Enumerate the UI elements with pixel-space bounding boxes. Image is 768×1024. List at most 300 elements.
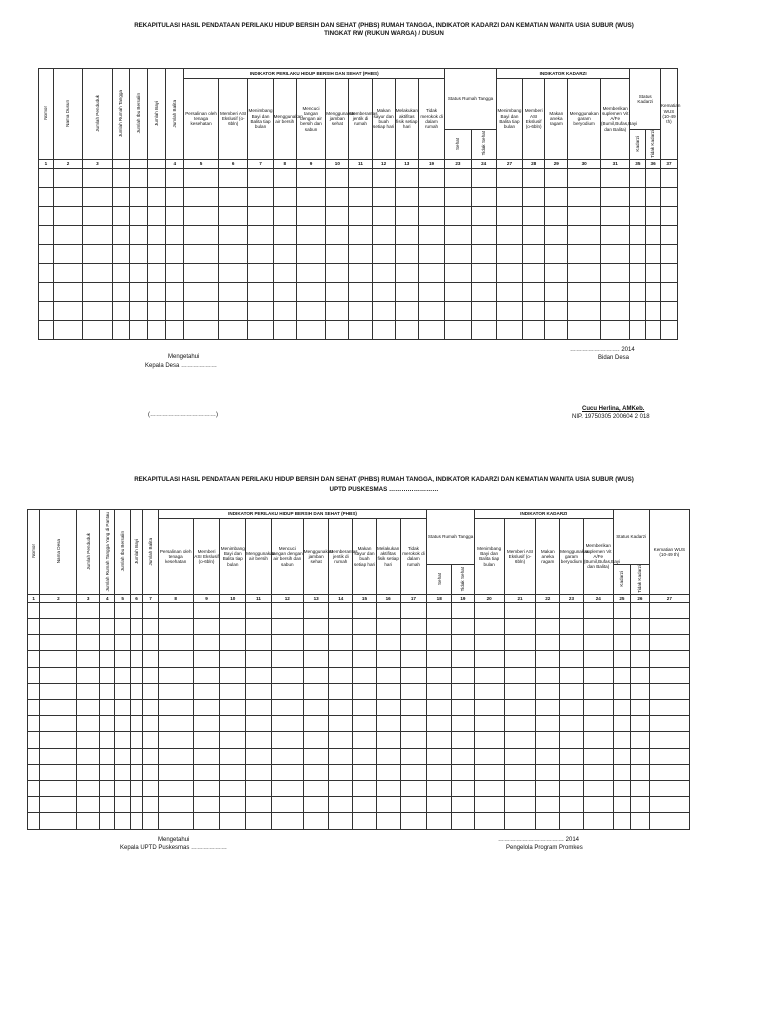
table-cell[interactable]	[77, 667, 100, 683]
table-cell[interactable]	[536, 602, 560, 618]
table-cell[interactable]	[568, 320, 601, 339]
table-cell[interactable]	[372, 168, 395, 187]
table-cell[interactable]	[631, 602, 650, 618]
table-cell[interactable]	[130, 716, 142, 732]
table-cell[interactable]	[115, 748, 130, 764]
table-cell[interactable]	[83, 282, 112, 301]
table-cell[interactable]	[303, 748, 329, 764]
table-cell[interactable]	[143, 683, 158, 699]
table-cell[interactable]	[273, 187, 296, 206]
table-cell[interactable]	[400, 667, 427, 683]
table-cell[interactable]	[646, 225, 661, 244]
table-cell[interactable]	[568, 282, 601, 301]
table-cell[interactable]	[246, 780, 272, 796]
table-cell[interactable]	[630, 263, 646, 282]
table-cell[interactable]	[536, 764, 560, 780]
table-cell[interactable]	[296, 244, 325, 263]
table-cell[interactable]	[193, 732, 220, 748]
table-cell[interactable]	[631, 635, 650, 651]
table-cell[interactable]	[395, 244, 418, 263]
table-cell[interactable]	[184, 282, 219, 301]
table-cell[interactable]	[77, 683, 100, 699]
table-cell[interactable]	[452, 602, 475, 618]
table-cell[interactable]	[100, 683, 115, 699]
table-cell[interactable]	[496, 263, 522, 282]
table-cell[interactable]	[536, 635, 560, 651]
table-cell[interactable]	[100, 732, 115, 748]
table-cell[interactable]	[40, 700, 77, 716]
table-cell[interactable]	[445, 320, 471, 339]
table-cell[interactable]	[326, 301, 349, 320]
table-cell[interactable]	[112, 301, 129, 320]
table-cell[interactable]	[39, 225, 54, 244]
table-cell[interactable]	[583, 635, 613, 651]
table-cell[interactable]	[583, 797, 613, 813]
table-cell[interactable]	[166, 168, 184, 187]
table-cell[interactable]	[115, 780, 130, 796]
table-cell[interactable]	[296, 206, 325, 225]
table-cell[interactable]	[583, 748, 613, 764]
table-cell[interactable]	[115, 797, 130, 813]
table-cell[interactable]	[418, 225, 444, 244]
table-cell[interactable]	[649, 667, 689, 683]
table-cell[interactable]	[660, 282, 677, 301]
table-cell[interactable]	[100, 635, 115, 651]
table-cell[interactable]	[115, 683, 130, 699]
table-cell[interactable]	[193, 635, 220, 651]
table-cell[interactable]	[452, 813, 475, 829]
table-cell[interactable]	[452, 667, 475, 683]
table-cell[interactable]	[158, 716, 193, 732]
table-cell[interactable]	[445, 206, 471, 225]
table-cell[interactable]	[523, 282, 545, 301]
table-cell[interactable]	[427, 602, 452, 618]
table-cell[interactable]	[504, 651, 536, 667]
table-cell[interactable]	[536, 683, 560, 699]
table-cell[interactable]	[220, 764, 246, 780]
table-cell[interactable]	[418, 282, 444, 301]
table-cell[interactable]	[148, 206, 166, 225]
table-cell[interactable]	[303, 651, 329, 667]
table-cell[interactable]	[40, 813, 77, 829]
table-cell[interactable]	[100, 716, 115, 732]
table-cell[interactable]	[630, 225, 646, 244]
table-cell[interactable]	[649, 635, 689, 651]
table-cell[interactable]	[39, 320, 54, 339]
table-cell[interactable]	[583, 764, 613, 780]
table-cell[interactable]	[372, 282, 395, 301]
table-cell[interactable]	[271, 780, 303, 796]
table-cell[interactable]	[329, 813, 353, 829]
table-cell[interactable]	[452, 780, 475, 796]
table-cell[interactable]	[613, 667, 630, 683]
table-cell[interactable]	[600, 187, 629, 206]
table-cell[interactable]	[218, 301, 247, 320]
table-cell[interactable]	[400, 700, 427, 716]
table-cell[interactable]	[427, 797, 452, 813]
table-cell[interactable]	[143, 619, 158, 635]
table-cell[interactable]	[471, 225, 496, 244]
table-cell[interactable]	[452, 797, 475, 813]
table-cell[interactable]	[613, 619, 630, 635]
table-cell[interactable]	[600, 263, 629, 282]
table-cell[interactable]	[130, 635, 142, 651]
table-cell[interactable]	[646, 244, 661, 263]
table-cell[interactable]	[158, 667, 193, 683]
table-cell[interactable]	[130, 651, 142, 667]
table-cell[interactable]	[353, 683, 377, 699]
table-cell[interactable]	[329, 748, 353, 764]
table-cell[interactable]	[248, 320, 273, 339]
table-cell[interactable]	[471, 244, 496, 263]
table-cell[interactable]	[271, 700, 303, 716]
table-cell[interactable]	[400, 732, 427, 748]
table-cell[interactable]	[349, 206, 372, 225]
table-cell[interactable]	[504, 667, 536, 683]
table-cell[interactable]	[474, 635, 504, 651]
table-cell[interactable]	[630, 187, 646, 206]
table-cell[interactable]	[427, 651, 452, 667]
table-cell[interactable]	[53, 263, 82, 282]
table-cell[interactable]	[166, 282, 184, 301]
table-cell[interactable]	[28, 602, 40, 618]
table-cell[interactable]	[193, 602, 220, 618]
table-cell[interactable]	[40, 764, 77, 780]
table-cell[interactable]	[246, 813, 272, 829]
table-cell[interactable]	[600, 206, 629, 225]
table-cell[interactable]	[129, 225, 148, 244]
table-cell[interactable]	[329, 619, 353, 635]
table-cell[interactable]	[296, 301, 325, 320]
table-cell[interactable]	[504, 813, 536, 829]
table-cell[interactable]	[523, 263, 545, 282]
table-cell[interactable]	[77, 716, 100, 732]
table-cell[interactable]	[303, 667, 329, 683]
table-cell[interactable]	[158, 651, 193, 667]
table-cell[interactable]	[193, 651, 220, 667]
table-cell[interactable]	[166, 320, 184, 339]
table-cell[interactable]	[649, 683, 689, 699]
table-cell[interactable]	[568, 301, 601, 320]
table-cell[interactable]	[143, 748, 158, 764]
table-cell[interactable]	[193, 619, 220, 635]
table-cell[interactable]	[271, 651, 303, 667]
table-cell[interactable]	[273, 282, 296, 301]
table-cell[interactable]	[376, 780, 400, 796]
table-cell[interactable]	[418, 244, 444, 263]
table-cell[interactable]	[115, 700, 130, 716]
table-cell[interactable]	[112, 225, 129, 244]
table-cell[interactable]	[376, 732, 400, 748]
table-cell[interactable]	[100, 813, 115, 829]
table-cell[interactable]	[77, 764, 100, 780]
table-cell[interactable]	[560, 780, 584, 796]
table-cell[interactable]	[271, 748, 303, 764]
table-cell[interactable]	[536, 813, 560, 829]
table-cell[interactable]	[271, 667, 303, 683]
table-cell[interactable]	[613, 700, 630, 716]
table-cell[interactable]	[129, 263, 148, 282]
table-cell[interactable]	[273, 301, 296, 320]
table-cell[interactable]	[271, 764, 303, 780]
table-cell[interactable]	[376, 700, 400, 716]
table-cell[interactable]	[583, 651, 613, 667]
table-cell[interactable]	[271, 683, 303, 699]
table-cell[interactable]	[400, 651, 427, 667]
table-cell[interactable]	[452, 651, 475, 667]
table-cell[interactable]	[326, 320, 349, 339]
table-cell[interactable]	[129, 301, 148, 320]
table-cell[interactable]	[649, 716, 689, 732]
table-cell[interactable]	[600, 301, 629, 320]
table-cell[interactable]	[40, 602, 77, 618]
table-cell[interactable]	[296, 282, 325, 301]
table-cell[interactable]	[349, 320, 372, 339]
table-cell[interactable]	[418, 301, 444, 320]
table-cell[interactable]	[523, 320, 545, 339]
table-cell[interactable]	[560, 813, 584, 829]
table-cell[interactable]	[158, 748, 193, 764]
table-cell[interactable]	[523, 187, 545, 206]
table-cell[interactable]	[568, 187, 601, 206]
table-cell[interactable]	[445, 187, 471, 206]
table-cell[interactable]	[115, 619, 130, 635]
table-cell[interactable]	[326, 282, 349, 301]
table-cell[interactable]	[130, 667, 142, 683]
table-cell[interactable]	[660, 263, 677, 282]
table-cell[interactable]	[53, 187, 82, 206]
table-cell[interactable]	[471, 206, 496, 225]
table-cell[interactable]	[184, 301, 219, 320]
table-cell[interactable]	[504, 764, 536, 780]
table-cell[interactable]	[613, 732, 630, 748]
table-cell[interactable]	[77, 619, 100, 635]
table-cell[interactable]	[100, 780, 115, 796]
table-cell[interactable]	[193, 667, 220, 683]
table-cell[interactable]	[631, 780, 650, 796]
table-cell[interactable]	[353, 748, 377, 764]
table-cell[interactable]	[631, 797, 650, 813]
table-cell[interactable]	[560, 602, 584, 618]
table-cell[interactable]	[143, 732, 158, 748]
table-cell[interactable]	[271, 602, 303, 618]
table-cell[interactable]	[112, 187, 129, 206]
table-cell[interactable]	[166, 187, 184, 206]
table-cell[interactable]	[395, 301, 418, 320]
table-cell[interactable]	[545, 206, 568, 225]
table-cell[interactable]	[112, 282, 129, 301]
table-cell[interactable]	[372, 187, 395, 206]
table-cell[interactable]	[218, 187, 247, 206]
table-cell[interactable]	[445, 168, 471, 187]
table-cell[interactable]	[148, 282, 166, 301]
table-cell[interactable]	[474, 651, 504, 667]
table-cell[interactable]	[613, 716, 630, 732]
table-cell[interactable]	[560, 732, 584, 748]
table-cell[interactable]	[504, 602, 536, 618]
table-cell[interactable]	[184, 225, 219, 244]
table-cell[interactable]	[39, 263, 54, 282]
table-cell[interactable]	[496, 206, 522, 225]
table-cell[interactable]	[349, 225, 372, 244]
table-cell[interactable]	[376, 651, 400, 667]
table-cell[interactable]	[28, 813, 40, 829]
table-cell[interactable]	[303, 700, 329, 716]
table-cell[interactable]	[474, 602, 504, 618]
table-cell[interactable]	[400, 813, 427, 829]
table-cell[interactable]	[560, 797, 584, 813]
table-cell[interactable]	[28, 732, 40, 748]
table-cell[interactable]	[568, 244, 601, 263]
table-cell[interactable]	[220, 732, 246, 748]
table-cell[interactable]	[303, 797, 329, 813]
table-cell[interactable]	[613, 748, 630, 764]
table-cell[interactable]	[326, 263, 349, 282]
table-cell[interactable]	[504, 700, 536, 716]
table-cell[interactable]	[40, 780, 77, 796]
table-cell[interactable]	[560, 700, 584, 716]
table-cell[interactable]	[329, 667, 353, 683]
table-cell[interactable]	[536, 716, 560, 732]
table-cell[interactable]	[372, 263, 395, 282]
table-cell[interactable]	[296, 263, 325, 282]
table-cell[interactable]	[28, 780, 40, 796]
table-cell[interactable]	[353, 602, 377, 618]
table-cell[interactable]	[474, 667, 504, 683]
table-cell[interactable]	[568, 263, 601, 282]
table-cell[interactable]	[193, 780, 220, 796]
table-cell[interactable]	[220, 619, 246, 635]
table-cell[interactable]	[545, 168, 568, 187]
table-cell[interactable]	[372, 206, 395, 225]
table-cell[interactable]	[583, 716, 613, 732]
table-cell[interactable]	[660, 301, 677, 320]
table-cell[interactable]	[296, 225, 325, 244]
table-cell[interactable]	[471, 187, 496, 206]
table-cell[interactable]	[474, 683, 504, 699]
table-cell[interactable]	[148, 187, 166, 206]
table-cell[interactable]	[427, 748, 452, 764]
table-cell[interactable]	[115, 764, 130, 780]
table-cell[interactable]	[583, 619, 613, 635]
table-cell[interactable]	[395, 168, 418, 187]
table-cell[interactable]	[40, 667, 77, 683]
table-cell[interactable]	[646, 168, 661, 187]
table-cell[interactable]	[536, 732, 560, 748]
table-cell[interactable]	[427, 700, 452, 716]
table-cell[interactable]	[100, 619, 115, 635]
table-cell[interactable]	[400, 683, 427, 699]
table-cell[interactable]	[39, 168, 54, 187]
table-cell[interactable]	[246, 764, 272, 780]
table-cell[interactable]	[130, 619, 142, 635]
table-cell[interactable]	[326, 168, 349, 187]
table-cell[interactable]	[184, 244, 219, 263]
table-cell[interactable]	[445, 244, 471, 263]
table-cell[interactable]	[452, 635, 475, 651]
table-cell[interactable]	[303, 635, 329, 651]
table-cell[interactable]	[400, 764, 427, 780]
table-cell[interactable]	[395, 320, 418, 339]
table-cell[interactable]	[504, 635, 536, 651]
table-cell[interactable]	[148, 225, 166, 244]
table-cell[interactable]	[630, 282, 646, 301]
table-cell[interactable]	[329, 683, 353, 699]
table-cell[interactable]	[504, 716, 536, 732]
table-cell[interactable]	[100, 764, 115, 780]
table-cell[interactable]	[395, 225, 418, 244]
table-cell[interactable]	[53, 206, 82, 225]
table-cell[interactable]	[646, 187, 661, 206]
table-cell[interactable]	[130, 683, 142, 699]
table-cell[interactable]	[143, 651, 158, 667]
table-cell[interactable]	[28, 619, 40, 635]
table-cell[interactable]	[583, 813, 613, 829]
table-cell[interactable]	[130, 797, 142, 813]
table-cell[interactable]	[560, 667, 584, 683]
table-cell[interactable]	[148, 320, 166, 339]
table-cell[interactable]	[273, 320, 296, 339]
table-cell[interactable]	[28, 764, 40, 780]
table-cell[interactable]	[471, 301, 496, 320]
table-cell[interactable]	[193, 716, 220, 732]
table-cell[interactable]	[248, 187, 273, 206]
table-cell[interactable]	[649, 619, 689, 635]
table-cell[interactable]	[100, 667, 115, 683]
table-cell[interactable]	[418, 206, 444, 225]
table-cell[interactable]	[220, 716, 246, 732]
table-cell[interactable]	[452, 716, 475, 732]
table-cell[interactable]	[613, 602, 630, 618]
table-cell[interactable]	[474, 619, 504, 635]
table-cell[interactable]	[326, 206, 349, 225]
table-cell[interactable]	[158, 813, 193, 829]
table-cell[interactable]	[130, 602, 142, 618]
table-cell[interactable]	[471, 282, 496, 301]
table-cell[interactable]	[452, 764, 475, 780]
table-cell[interactable]	[649, 700, 689, 716]
table-cell[interactable]	[452, 700, 475, 716]
table-cell[interactable]	[427, 764, 452, 780]
table-cell[interactable]	[660, 244, 677, 263]
table-cell[interactable]	[613, 764, 630, 780]
table-cell[interactable]	[148, 244, 166, 263]
table-cell[interactable]	[326, 244, 349, 263]
table-cell[interactable]	[184, 206, 219, 225]
table-cell[interactable]	[158, 797, 193, 813]
table-cell[interactable]	[631, 683, 650, 699]
table-cell[interactable]	[246, 716, 272, 732]
table-cell[interactable]	[100, 651, 115, 667]
table-cell[interactable]	[504, 683, 536, 699]
table-cell[interactable]	[248, 301, 273, 320]
table-cell[interactable]	[271, 635, 303, 651]
table-cell[interactable]	[77, 732, 100, 748]
table-cell[interactable]	[353, 619, 377, 635]
table-cell[interactable]	[193, 748, 220, 764]
table-cell[interactable]	[143, 635, 158, 651]
table-cell[interactable]	[158, 635, 193, 651]
table-cell[interactable]	[400, 635, 427, 651]
table-cell[interactable]	[649, 797, 689, 813]
table-cell[interactable]	[583, 780, 613, 796]
table-cell[interactable]	[649, 651, 689, 667]
table-cell[interactable]	[445, 263, 471, 282]
table-cell[interactable]	[184, 263, 219, 282]
table-cell[interactable]	[184, 187, 219, 206]
table-cell[interactable]	[248, 263, 273, 282]
table-cell[interactable]	[504, 748, 536, 764]
